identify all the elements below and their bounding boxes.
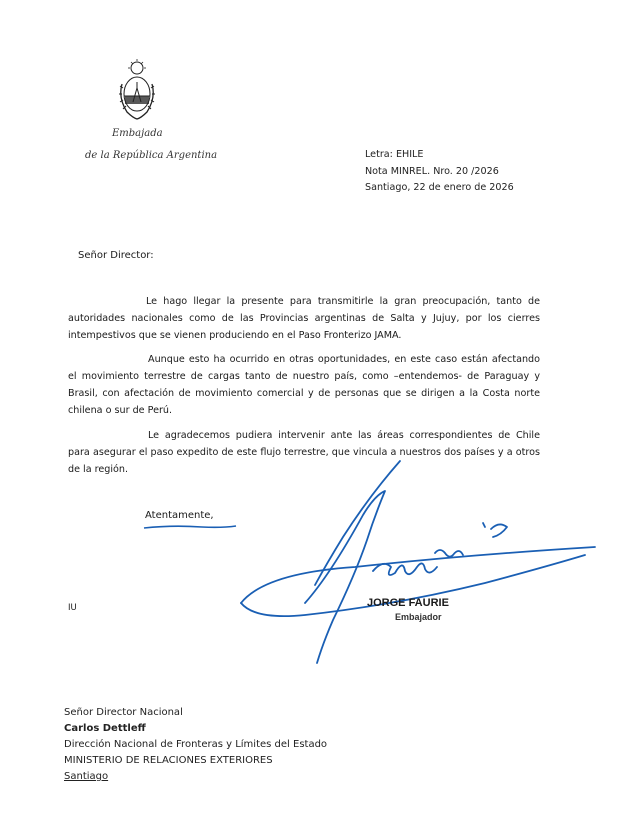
addressee-city: Santiago [64,771,109,782]
addressee-ministry: MINISTERIO DE RELACIONES EXTERIORES [64,755,273,766]
addressee-department: Dirección Nacional de Fronteras y Límites del Estado [64,739,328,750]
closing-underline-stroke [142,522,238,532]
salutation: Señor Director: [78,250,154,261]
body-paragraph-1: Le hago llegar la presente para transmitirle la gran preocupación, tanto de autoridades nacionales como de las Provincias argentinas de Salta y Jujuy, por los cierres intempestivos que se vienen produciendo en el Paso Fronterizo JAMA. [68,296,540,341]
signer-role: Embajador [395,612,442,622]
addressee-title: Señor Director Nacional [64,707,183,718]
reference-place-date: Santiago, 22 de enero de 2026 [365,182,514,193]
handwritten-signature [235,455,615,670]
addressee-name: Carlos Dettleff [64,723,146,734]
letterhead-embassy-line: Embajada [112,128,163,139]
body-paragraph-3: Le agradecemos pudiera intervenir ante las áreas correspondientes de Chile para asegurar el paso expedito de este flujo terrestre, que vincula a nuestros dos países y a otros de la región. [68,430,540,475]
reference-letra: Letra: EHILE [365,149,424,160]
closing: Atentamente, [145,510,214,521]
body-paragraph-2: Aunque esto ha ocurrido en otras oportunidades, en este caso están afectando el movimiento terrestre de cargas tanto de nuestro país, como –entendemos- de Paraguay y Brasil, con afectación de movimiento comercial y de personas que se dirigen a la Costa norte chilena o sur de Perú. [68,354,540,416]
typist-initials: IU [68,603,77,613]
argentina-coat-of-arms-icon [117,58,157,122]
letterhead-country-line: de la República Argentina [85,150,218,161]
signer-name: JORGE FAURIE [367,597,449,609]
reference-note-number: Nota MINREL. Nro. 20 /2026 [365,166,499,177]
